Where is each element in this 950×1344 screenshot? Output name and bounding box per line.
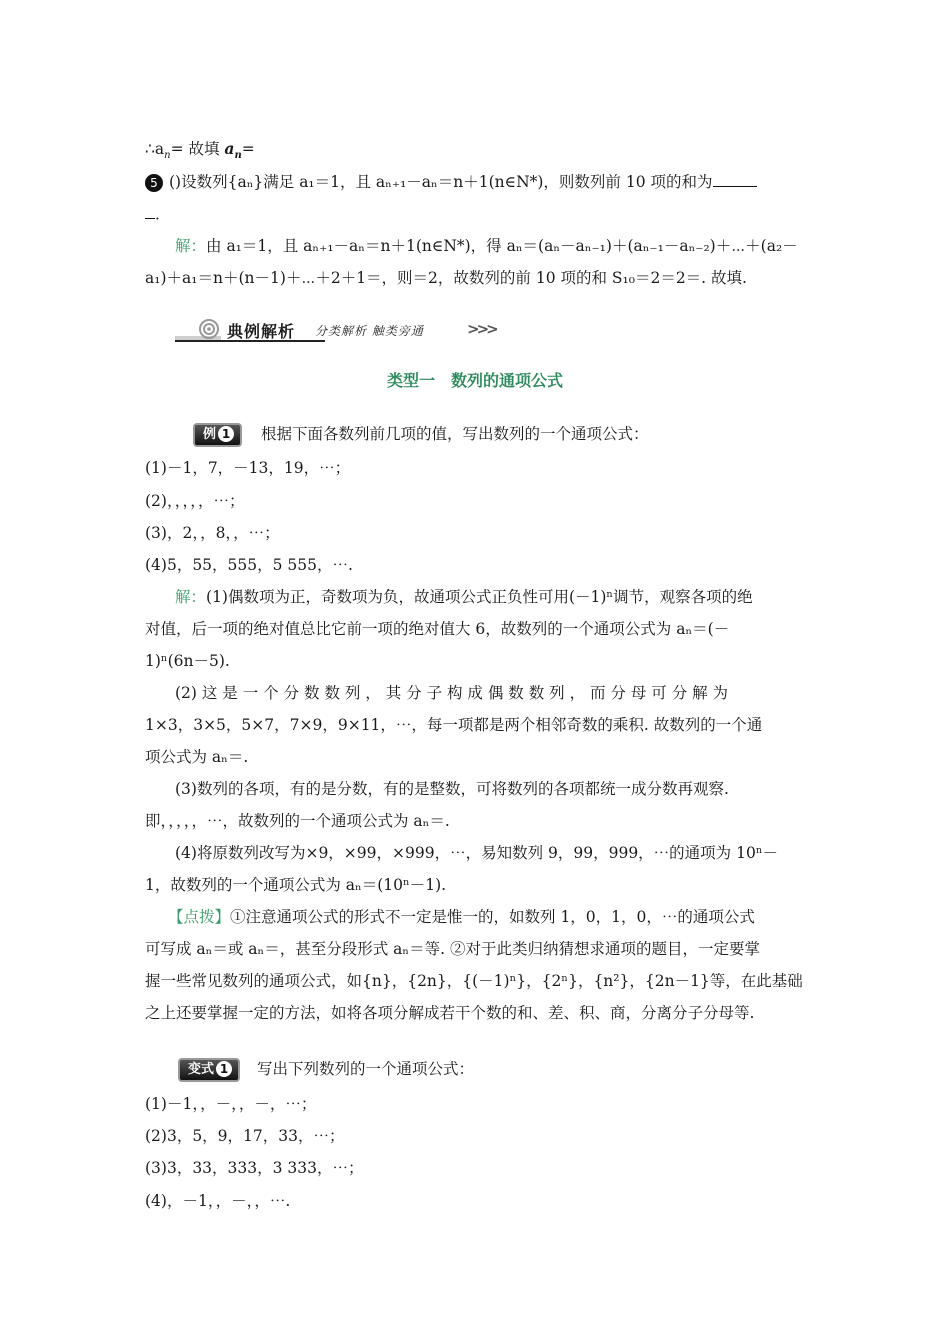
solution-line: 1)ⁿ(6n－5).: [145, 652, 230, 670]
question-5-end: ．: [155, 205, 171, 223]
list-item: (3)，2，，8，，⋯；: [145, 524, 280, 542]
hint-line: 之上还要掌握一定的方法，如将各项分解成若干个数的和、差、积、商，分离分子分母等.: [145, 1004, 755, 1022]
section-title: 类型一 数列的通项公式: [386, 371, 563, 390]
list-item: (3)3，33，333，3 333，⋯；: [145, 1159, 364, 1177]
solution-line: [175, 586, 753, 608]
answer-text: ∴a: [145, 140, 165, 158]
solution-text: (1)偶数项为正，奇数项为负，故通项公式正负性可用(－1)ⁿ调节，观察各项的绝: [206, 588, 753, 606]
answer-blank: [713, 172, 757, 187]
question-number-badge: 5: [145, 174, 163, 192]
list-item: (1)－1，，－，，－，⋯；: [145, 1095, 317, 1113]
question-5: [145, 171, 757, 193]
answer-line: [145, 138, 255, 167]
answer-text-2: = 故填: [170, 140, 225, 158]
list-item: (2)，，，，，⋯；: [145, 492, 245, 510]
list-item: (4)，－1，，－，，⋯.: [145, 1192, 291, 1210]
list-item: (4)5，55，555，5 555，⋯.: [145, 556, 353, 574]
variant-tag-label: 变式: [188, 1062, 215, 1077]
hint-label: 【点拨】: [168, 908, 231, 926]
subscript-bold: n: [234, 150, 242, 162]
answer-blank-cont: [145, 204, 155, 219]
hint-line: 握一些常见数列的通项公式，如{n}，{2n}，{(－1)ⁿ}，{2ⁿ}，{n²}，{2n－1}等，在此基础: [145, 972, 803, 990]
solution-line: 1×3，3×5，5×7，7×9，9×11，⋯，每一项都是两个相邻奇数的乘积. 故数列的一个通: [145, 716, 763, 734]
solution-line: (3)数列的各项，有的是分数，有的是整数，可将数列的各项都统一成分数再观察.: [175, 780, 729, 798]
banner-subtitle: 分类解析 触类旁通: [315, 324, 424, 338]
solution-line: 对值，后一项的绝对值总比它前一项的绝对值大 6，故数列的一个通项公式为 aₙ＝(－: [145, 620, 730, 638]
answer-text-3: =: [241, 140, 255, 158]
section-banner: [175, 318, 505, 344]
solution-5-line-2: [145, 267, 747, 289]
solution-label: 解：: [175, 588, 207, 606]
solution-line: (4)将原数列改写为×9，×99，×999，⋯，易知数列 9，99，999，⋯的通项为 10ⁿ－: [175, 844, 779, 862]
hint-line: 可写成 aₙ＝或 aₙ＝，甚至分段形式 aₙ＝等. ②对于此类归纳猜想求通项的题目，一定要掌: [145, 940, 760, 958]
solution-label: 解：: [175, 237, 207, 255]
list-item: (1)－1，7，－13，19，⋯；: [145, 459, 351, 477]
example-1-prompt: 根据下面各数列前几项的值，写出数列的一个通项公式：: [260, 425, 649, 443]
question-5-cont: [145, 203, 171, 225]
solution-line: 即，，，，，⋯，故数列的一个通项公式为 aₙ＝.: [145, 812, 450, 830]
variant-tag-number: 1: [216, 1061, 232, 1077]
banner-title: 典例解析: [227, 322, 296, 341]
variant-1-prompt: 写出下列数列的一个通项公式：: [256, 1060, 474, 1078]
example-tag-number: 1: [218, 426, 234, 442]
example-tag: [193, 423, 242, 447]
example-tag-label: 例: [203, 427, 217, 442]
variant-tag: [178, 1058, 240, 1082]
solution-line: 项公式为 aₙ＝.: [145, 748, 249, 766]
example-1-header: [193, 423, 648, 447]
hint-line: [168, 906, 755, 928]
hint-text: ①注意通项公式的形式不一定是惟一的，如数列 1，0，1，0，⋯的通项公式: [230, 908, 755, 926]
solution-5-line-1: [175, 235, 798, 257]
answer-bold: a: [224, 139, 235, 158]
solution-line: 1，故数列的一个通项公式为 aₙ＝(10ⁿ－1).: [145, 876, 447, 894]
subscript: n: [164, 150, 171, 162]
solution-text-2: a₁)＋a₁＝n＋(n－1)＋⋯＋2＋1＝，则＝2，故数列的前 10 项的和 S₁₀＝2＝2＝. 故填.: [145, 269, 747, 287]
solution-line: (2) 这 是 一 个 分 数 数 列 ， 其 分 子 构 成 偶 数 数 列 ， 而 分 母 可 分 解 为: [175, 684, 729, 702]
question-5-text: ()设数列{aₙ}满足 a₁＝1，且 aₙ₊₁－aₙ＝n＋1(n∈N*)，则数列前 10 项的和为: [169, 173, 713, 191]
solution-text: 由 a₁＝1，且 aₙ₊₁－aₙ＝n＋1(n∈N*)，得 aₙ＝(aₙ－aₙ₋₁)＋(aₙ₋₁－aₙ₋₂)＋⋯＋(a₂－: [206, 237, 798, 255]
triple-arrow-icon: >>>: [467, 320, 496, 338]
list-item: (2)3，5，9，17，33，⋯；: [145, 1127, 345, 1145]
variant-1-header: [178, 1058, 474, 1082]
